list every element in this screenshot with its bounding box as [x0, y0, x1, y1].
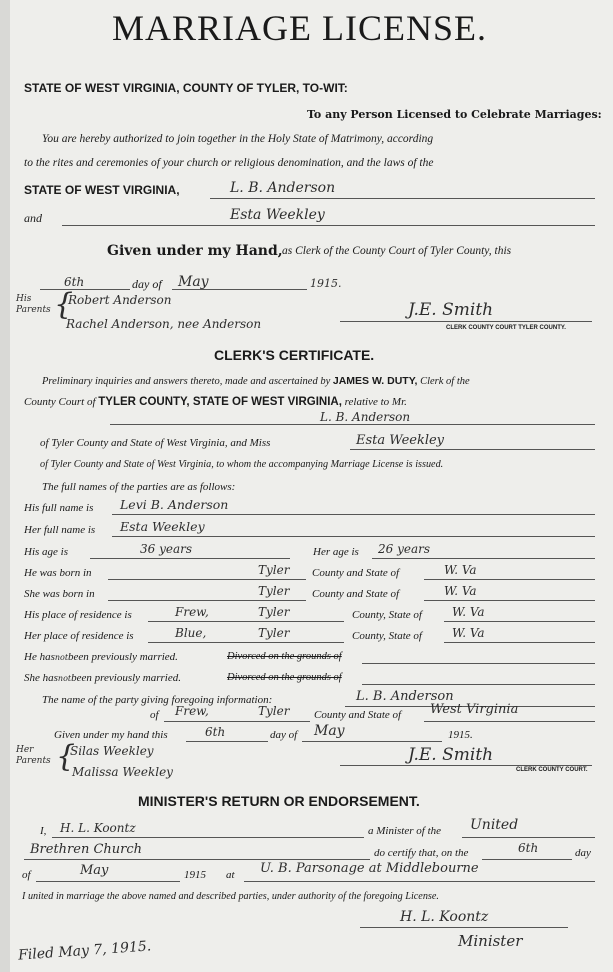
minister-at: at [226, 869, 235, 881]
his-full-name-label: His full name is [24, 502, 94, 514]
he-not-mark: not [54, 653, 69, 662]
minister-signature-title: Minister [458, 932, 523, 950]
filed-note: Filed May 7, 1915. [17, 938, 152, 964]
her-parents-label [16, 745, 51, 767]
she-born-county: Tyler [258, 584, 290, 598]
minister-i: I, [40, 825, 47, 837]
authorized-line-1: You are hereby authorized to join together in the Holy State of Matrimony, according [42, 133, 434, 145]
united-in-marriage: I united in marriage the above named and described parties, under authority of the foregoing License. [22, 891, 439, 902]
her-residence-county: Tyler [258, 626, 290, 640]
he-born-county: Tyler [258, 563, 290, 577]
minister-of: of [22, 869, 31, 881]
given-under-hand: Given under my Hand, [107, 243, 283, 259]
his-residence-label: His place of residence is [24, 609, 132, 621]
given2-dayof: day of [270, 729, 298, 741]
his-father: Robert Anderson [68, 293, 172, 307]
minister-year: 1915 [184, 869, 206, 881]
party-state: West Virginia [430, 702, 519, 717]
do-certify: do certify that, on the [374, 847, 469, 859]
minister-name: H. L. Koontz [60, 821, 136, 835]
and-label: and [24, 211, 42, 225]
party-value: L. B. Anderson [356, 689, 454, 704]
his-age-label: His age is [24, 546, 68, 558]
she-previously-married [24, 673, 181, 684]
groom-name: L. B. Anderson [230, 180, 336, 196]
party-label: The name of the party giving foregoing information: [42, 694, 273, 706]
she-been: been previously married. [71, 672, 181, 684]
minister-return-title: MINISTER'S RETURN OR ENDORSEMENT. [138, 793, 420, 809]
her-residence-mid: County, State of [352, 630, 422, 642]
he-been: been previously married. [68, 651, 178, 663]
he-born-label: He was born in [24, 567, 92, 579]
of-tyler-2: of Tyler County and State of West Virginia, to whom the accompanying Marriage License is issued. [40, 459, 444, 470]
clerks-certificate-title: CLERK'S CERTIFICATE. [214, 347, 375, 363]
denomination-1: United [470, 817, 519, 833]
she-not-mark: not [57, 674, 72, 683]
party-county: Tyler [258, 704, 290, 718]
her-age-label: Her age is [313, 546, 359, 558]
her-full-name: Esta Weekley [120, 519, 205, 534]
license-day: 6th [64, 275, 85, 289]
ceremony-place: U. B. Parsonage at Middlebourne [260, 861, 479, 876]
her-label: Her [16, 745, 34, 755]
clerk-caption-2: CLERK COUNTY COURT. [516, 767, 588, 773]
prelim-2a: County Court of [24, 396, 96, 408]
her-father: Silas Weekley [70, 744, 154, 758]
he-born-state: W. Va [444, 563, 477, 577]
authorized-line-2: to the rites and ceremonies of your church or religious denomination, and the laws of the [24, 157, 434, 169]
clerk-caption-1: CLERK COUNTY COURT TYLER COUNTY. [446, 325, 566, 331]
a-minister-of-the: a Minister of the [368, 825, 442, 837]
prelim-2c: relative to Mr. [344, 396, 407, 408]
she-has: She has [24, 672, 58, 684]
his-residence-place: Frew, [175, 605, 209, 619]
given2-year: 1915. [448, 729, 473, 741]
her-residence-place: Blue, [175, 626, 207, 640]
she-divorced: Divorced on the grounds of [227, 672, 342, 683]
his-parents-label [16, 294, 51, 316]
brace: { [54, 287, 74, 322]
he-born-mid: County and State of [312, 567, 400, 579]
parents-label-2: Parents [16, 755, 51, 766]
her-age: 26 years [378, 542, 431, 556]
prelim-text: Preliminary inquiries and answers thereto, made and ascertained by [42, 376, 331, 387]
she-born-mid: County and State of [312, 588, 400, 600]
his-full-name: Levi B. Anderson [120, 497, 229, 512]
prelim-text-b: Clerk of the [420, 376, 470, 387]
day-of-label: day of [132, 277, 162, 291]
party-place: Frew, [175, 704, 209, 718]
party-mid: County and State of [314, 709, 402, 721]
minister-day: 6th [518, 841, 539, 855]
license-month: May [178, 274, 209, 290]
he-previously-married [24, 652, 178, 663]
full-names-intro: The full names of the parties are as follows: [42, 481, 236, 493]
denomination-2: Brethren Church [30, 842, 143, 857]
given2-day: 6th [205, 725, 226, 739]
brace-2: { [56, 739, 76, 774]
prelim-2b: TYLER COUNTY, STATE OF WEST VIRGINIA, [98, 396, 342, 408]
her-residence-label: Her place of residence is [24, 630, 134, 642]
her-mother: Malissa Weekley [72, 765, 173, 779]
minister-day-label: day [575, 847, 591, 859]
her-residence-state: W. Va [452, 626, 485, 640]
to-any-person: To any Person Licensed to Celebrate Marriages: [307, 108, 602, 121]
he-divorced: Divorced on the grounds of [227, 651, 342, 662]
of-tyler-1: of Tyler County and State of West Virginia, and Miss [40, 437, 271, 449]
his-residence-county: Tyler [258, 605, 290, 619]
he-has: He has [24, 651, 55, 663]
she-born-state: W. Va [444, 584, 477, 598]
bride-name: Esta Weekley [230, 207, 325, 223]
given2-label: Given under my hand this [54, 729, 168, 741]
miss-value: Esta Weekley [356, 433, 445, 448]
prelim-line-2 [24, 397, 407, 409]
state-county-heading: STATE OF WEST VIRGINIA, COUNTY OF TYLER, TO-WIT: [24, 81, 348, 95]
given2-month: May [314, 723, 345, 739]
his-age: 36 years [140, 542, 193, 556]
his-mother: Rachel Anderson, nee Anderson [66, 317, 262, 331]
page-title: MARRIAGE LICENSE. [112, 8, 487, 48]
clerk-signature-2: J.E. Smith [408, 745, 494, 765]
parents-label: Parents [16, 304, 51, 315]
party-of: of [150, 709, 159, 721]
his-residence-state: W. Va [452, 605, 485, 619]
his-residence-mid: County, State of [352, 609, 422, 621]
license-year: 1915. [310, 277, 342, 290]
clerk-signature: J.E. Smith [408, 300, 494, 320]
she-born-label: She was born in [24, 588, 95, 600]
his-label: His [16, 294, 32, 304]
minister-signature: H. L. Koontz [400, 909, 489, 925]
prelim-line-1 [42, 376, 470, 388]
state-label: STATE OF WEST VIRGINIA, [24, 183, 180, 197]
mr-value: L. B. Anderson [320, 410, 411, 424]
her-full-name-label: Her full name is [24, 524, 96, 536]
given-under-hand-rest: as Clerk of the County Court of Tyler County, this [282, 245, 512, 257]
minister-month: May [80, 863, 109, 878]
clerk-name: JAMES W. DUTY, [332, 375, 418, 387]
